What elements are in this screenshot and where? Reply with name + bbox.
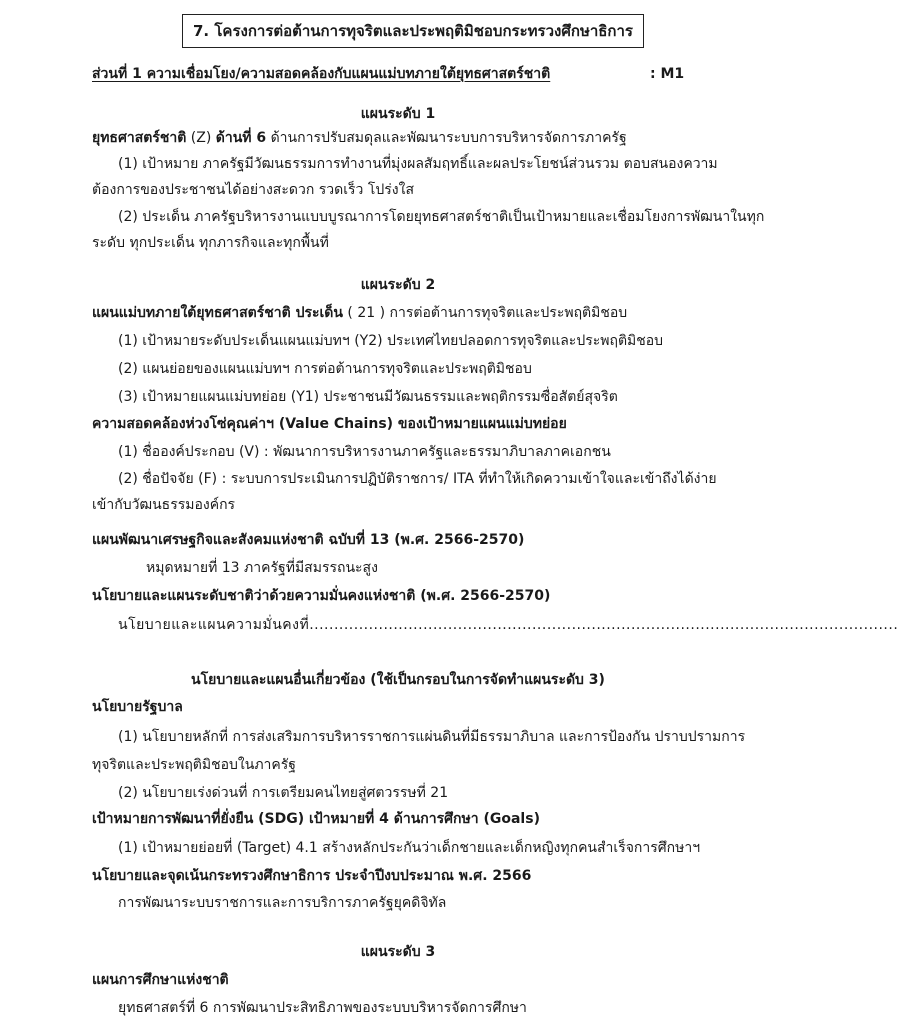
level2-item1: (1) เป้าหมายระดับประเด็นแผนแม่บทฯ (Y2) ประเทศไทยปลอดการทุจริตและประพฤติมิชอบ (118, 333, 664, 349)
moe-heading: นโยบายและจุดเน้นกระทรวงศึกษาธิการ ประจำปีงบประมาณ พ.ศ. 2566 (92, 868, 532, 884)
related-heading: นโยบายและแผนอื่นเกี่ยวข้อง (ใช้เป็นกรอบในการจัดทำแผนระดับ 3) (191, 672, 605, 688)
sdg-heading: เป้าหมายการพัฒนาที่ยั่งยืน (SDG) เป้าหมายที่ 4 ด้านการศึกษา (Goals) (92, 811, 540, 827)
level1-item1-line1: (1) เป้าหมาย ภาครัฐมีวัฒนธรรมการทำงานที่มุ่งผลสัมฤทธิ์และผลประโยชน์ส่วนรวม ตอบสนองความ (118, 156, 718, 172)
level1-strategy (92, 128, 627, 148)
national-edu-heading: แผนการศึกษาแห่งชาติ (92, 972, 229, 988)
part-code: : M1 (650, 66, 685, 82)
level1-item2-line1: (2) ประเด็น ภาครัฐบริหารงานแบบบูรณาการโดยยุทธศาสตร์ชาติเป็นเป้าหมายและเชื่อมโยงการพัฒนาในทุก (118, 209, 765, 225)
master-plan-desc: ( 21 ) การต่อต้านการทุจริตและประพฤติมิชอบ (342, 305, 628, 321)
moe-item: การพัฒนาระบบราชการและการบริการภาครัฐยุคดิจิทัล (118, 895, 447, 911)
strategy-desc: ด้านการปรับสมดุลและพัฒนาระบบการบริหารจัดการภาครัฐ (266, 130, 627, 146)
security-item: นโยบายและแผนความมั่นคงที่....................................................................................................................... (118, 617, 898, 633)
sdg-item: (1) เป้าหมายย่อยที่ (Target) 4.1 สร้างหลักประกันว่าเด็กชายและเด็กหญิงทุกคนสำเร็จการศึกษาฯ (118, 840, 701, 856)
value-chain-heading: ความสอดคล้องห่วงโซ่คุณค่าฯ (Value Chains) ของเป้าหมายแผนแม่บทย่อย (92, 416, 567, 432)
strategy-aspect: ด้านที่ 6 (215, 130, 267, 146)
nesdp-item: หมุดหมายที่ 13 ภาครัฐที่มีสมรรถนะสูง (146, 560, 378, 576)
part-heading-text: ส่วนที่ 1 ความเชื่อมโยง/ความสอดคล้องกับแผนแม่บทภายใต้ยุทธศาสตร์ชาติ (92, 66, 551, 82)
security-heading: นโยบายและแผนระดับชาติว่าด้วยความมั่นคงแห่งชาติ (พ.ศ. 2566-2570) (92, 588, 551, 604)
level1-heading: แผนระดับ 1 (360, 106, 436, 122)
master-plan-line (92, 303, 627, 323)
part-heading (92, 64, 550, 84)
gov-policy-item1-line2: ทุจริตและประพฤติมิชอบในภาครัฐ (92, 757, 297, 773)
gov-policy-item1-line1: (1) นโยบายหลักที่ การส่งเสริมการบริหารราชการแผ่นดินที่มีธรรมาภิบาล และการป้องกัน ปราบปรามการ (118, 729, 746, 745)
level2-item2: (2) แผนย่อยของแผนแม่บทฯ การต่อต้านการทุจริตและประพฤติมิชอบ (118, 361, 532, 377)
value-chain-item2-line2: เข้ากับวัฒนธรรมองค์กร (92, 497, 236, 513)
strategy-label: ยุทธศาสตร์ชาติ (92, 130, 187, 146)
gov-policy-heading: นโยบายรัฐบาล (92, 699, 183, 715)
level3-heading: แผนระดับ 3 (360, 944, 436, 960)
gov-policy-item2: (2) นโยบายเร่งด่วนที่ การเตรียมคนไทยสู่ศตวรรษที่ 21 (118, 785, 449, 801)
nesdp-heading: แผนพัฒนาเศรษฐกิจและสังคมแห่งชาติ ฉบับที่ 13 (พ.ศ. 2566-2570) (92, 532, 525, 548)
master-plan-label: แผนแม่บทภายใต้ยุทธศาสตร์ชาติ ประเด็น (92, 305, 343, 321)
level2-item3: (3) เป้าหมายแผนแม่บทย่อย (Y1) ประชาชนมีวัฒนธรรมและพฤติกรรมซื่อสัตย์สุจริต (118, 389, 618, 405)
national-edu-item: ยุทธศาสตร์ที่ 6 การพัฒนาประสิทธิภาพของระบบบริหารจัดการศึกษา (118, 1000, 527, 1016)
document-title: 7. โครงการต่อต้านการทุจริตและประพฤติมิชอบกระทรวงศึกษาธิการ (182, 14, 644, 48)
value-chain-item1: (1) ชื่อองค์ประกอบ (V) : พัฒนาการบริหารงานภาครัฐและธรรมาภิบาลภาคเอกชน (118, 444, 611, 460)
level1-item2-line2: ระดับ ทุกประเด็น ทุกภารกิจและทุกพื้นที่ (92, 235, 329, 251)
level2-heading: แผนระดับ 2 (360, 277, 436, 293)
level1-item1-line2: ต้องการของประชาชนได้อย่างสะดวก รวดเร็ว โปร่งใส (92, 182, 414, 198)
strategy-code: (Z) (186, 130, 216, 146)
value-chain-item2-line1: (2) ชื่อปัจจัย (F) : ระบบการประเมินการปฏิบัติราชการ/ ITA ที่ทำให้เกิดความเข้าใจและเข้าถึงได้ง่าย (118, 471, 717, 487)
